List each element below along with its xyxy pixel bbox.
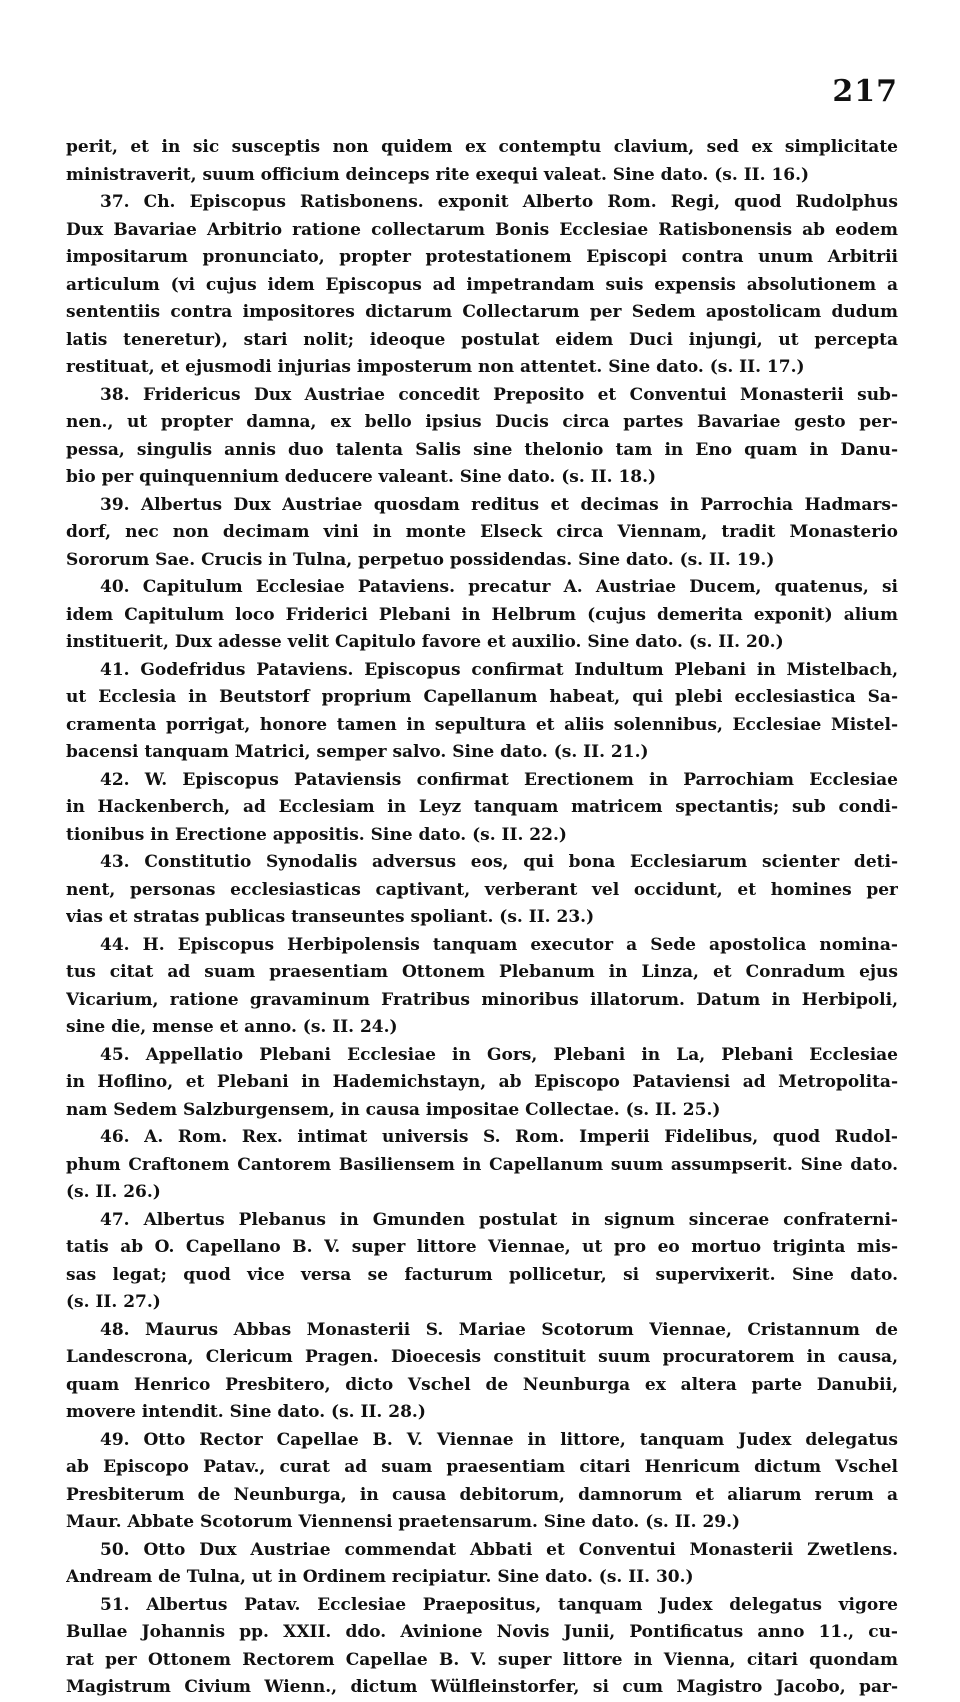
paragraph-49 [66, 1427, 898, 1537]
text-line: ab Episcopo Patav., curat ad suam praesentiam citari Henricum dictum Vschel [66, 1457, 898, 1477]
text-line: 38. Fridericus Dux Austriae concedit Preposito et Conventui Monasterii sub- [100, 384, 898, 405]
text-line: 45. Appellatio Plebani Ecclesiae in Gors, Plebani in La, Plebani Ecclesiae [100, 1044, 898, 1065]
text-line: perit, et in sic susceptis non quidem ex contemptu clavium, sed ex simplicitate [66, 137, 898, 157]
paragraph-44 [66, 932, 898, 1042]
paragraph-42 [66, 767, 898, 850]
text-line: tatis ab O. Capellano B. V. super littore Viennae, ut pro eo mortuo triginta mis- [66, 1237, 898, 1257]
text-line: 48. Maurus Abbas Monasterii S. Mariae Scotorum Viennae, Cristannum de [100, 1319, 898, 1340]
page-number: 217 [832, 74, 898, 109]
text-line: 41. Godefridus Pataviens. Episcopus confirmat Indultum Plebani in Mistelbach, [100, 659, 898, 680]
paragraph-37 [66, 189, 898, 382]
text-line: rat per Ottonem Rectorem Capellae B. V. super littore in Vienna, citari quondam [66, 1649, 898, 1670]
text-line: 51. Albertus Patav. Ecclesiae Praepositus, tanquam Judex delegatus vigore [100, 1594, 898, 1615]
text-line: in Hackenberch, ad Ecclesiam in Leyz tanquam matricem spectantis; sub condi- [66, 797, 898, 817]
text-line: sas legat; quod vice versa se facturum pollicetur, si supervixerit. Sine dato. [66, 1264, 898, 1285]
text-line: vias et stratas publicas transeuntes spoliant. (s. II. 23.) [66, 907, 595, 927]
text-line: Maur. Abbate Scotorum Viennensi praetensarum. Sine dato. (s. II. 29.) [66, 1512, 741, 1532]
paragraph-46 [66, 1124, 898, 1207]
text-line: movere intendit. Sine dato. (s. II. 28.) [66, 1402, 426, 1422]
text-line: nen., ut propter damna, ex bello ipsius Ducis circa partes Bavariae gesto per- [66, 412, 898, 432]
text-line: impositarum pronunciato, propter protestationem Episcopi contra unum Arbitrii [66, 247, 898, 267]
text-line: latis teneretur), stari nolit; ideoque postulat eidem Duci injungi, ut percepta [66, 329, 898, 350]
paragraph-51 [66, 1592, 898, 1702]
text-line: Magistrum Civium Wienn., dictum Wülfleinstorfer, si cum Magistro Jacobo, par- [66, 1677, 898, 1697]
text-line: Sororum Sae. Crucis in Tulna, perpetuo possidendas. Sine dato. (s. II. 19.) [66, 549, 775, 570]
text-line: 50. Otto Dux Austriae commendat Abbati et Conventui Monasterii Zwetlens. [100, 1539, 898, 1560]
text-line: Andream de Tulna, ut in Ordinem recipiatur. Sine dato. (s. II. 30.) [66, 1567, 694, 1587]
text-line: sine die, mense et anno. (s. II. 24.) [66, 1017, 398, 1037]
text-line: (s. II. 26.) [66, 1182, 161, 1202]
paragraph-41 [66, 657, 898, 767]
text-line: articulum (vi cujus idem Episcopus ad impetrandam suis expensis absolutionem a [66, 274, 898, 295]
text-line: in Hoflino, et Plebani in Hademichstayn, ab Episcopo Pataviensi ad Metropolita- [66, 1072, 898, 1092]
paragraph-39 [66, 492, 898, 575]
text-line: instituerit, Dux adesse velit Capitulo favore et auxilio. Sine dato. (s. II. 20.) [66, 632, 784, 652]
paragraph-47 [66, 1207, 898, 1317]
paragraph-cont [66, 134, 898, 189]
text-line: Presbiterum de Neunburga, in causa debitorum, damnorum et aliarum rerum a [66, 1484, 898, 1505]
text-line: 37. Ch. Episcopus Ratisbonens. exponit Alberto Rom. Regi, quod Rudolphus [100, 192, 898, 212]
text-line: ministraverit, suum officium deinceps rite exequi valeat. Sine dato. (s. II. 16.) [66, 164, 810, 185]
text-line: Vicarium, ratione gravaminum Fratribus minoribus illatorum. Datum in Herbipoli, [66, 989, 898, 1010]
text-line: bacensi tanquam Matrici, semper salvo. Sine dato. (s. II. 21.) [66, 742, 649, 762]
text-line: 40. Capitulum Ecclesiae Pataviens. precatur A. Austriae Ducem, quatenus, si [100, 577, 898, 597]
text-line: 49. Otto Rector Capellae B. V. Viennae in littore, tanquam Judex delegatus [100, 1429, 898, 1450]
paragraph-48 [66, 1317, 898, 1427]
text-line: 44. H. Episcopus Herbipolensis tanquam executor a Sede apostolica nomina- [100, 934, 898, 955]
text-line: restituat, et ejusmodi injurias imposterum non attentet. Sine dato. (s. II. 17.) [66, 357, 805, 377]
text-line: nent, personas ecclesiasticas captivant, verberant vel occidunt, et homines per [66, 879, 898, 900]
text-line: nam Sedem Salzburgensem, in causa impositae Collectae. (s. II. 25.) [66, 1099, 721, 1120]
text-line: phum Craftonem Cantorem Basiliensem in Capellanum suum assumpserit. Sine dato. [66, 1154, 898, 1175]
text-line: sententiis contra impositores dictarum Collectarum per Sedem apostolicam dudum [66, 302, 898, 322]
text-line: pessa, singulis annis duo talenta Salis sine thelonio tam in Eno quam in Danu- [66, 439, 898, 460]
text-line: 39. Albertus Dux Austriae quosdam reditus et decimas in Parrochia Hadmars- [100, 494, 898, 515]
paragraph-43 [66, 849, 898, 932]
paragraph-38 [66, 382, 898, 492]
paragraph-50 [66, 1537, 898, 1592]
text-line: (s. II. 27.) [66, 1292, 161, 1312]
text-line: cramenta porrigat, honore tamen in sepultura et aliis solennibus, Ecclesiae Mistel- [66, 714, 898, 735]
text-line: 43. Constitutio Synodalis adversus eos, qui bona Ecclesiarum scienter deti- [100, 852, 898, 872]
paragraph-40 [66, 574, 898, 657]
text-line: Bullae Johannis pp. XXII. ddo. Avinione Novis Junii, Pontificatus anno 11., cu- [66, 1622, 898, 1642]
text-line: bio per quinquennium deducere valeant. Sine dato. (s. II. 18.) [66, 467, 657, 487]
text-line: tus citat ad suam praesentiam Ottonem Plebanum in Linza, et Conradum ejus [66, 962, 898, 982]
paragraph-45 [66, 1042, 898, 1125]
text-line: Dux Bavariae Arbitrio ratione collectarum Bonis Ecclesiae Ratisbonensis ab eodem [66, 219, 898, 240]
text-line: tionibus in Erectione appositis. Sine dato. (s. II. 22.) [66, 824, 567, 845]
text-line: dorf, nec non decimam vini in monte Elseck circa Viennam, tradit Monasterio [66, 522, 898, 542]
text-line: 42. W. Episcopus Pataviensis confirmat Erectionem in Parrochiam Ecclesiae [100, 769, 898, 790]
text-line: Landescrona, Clericum Pragen. Dioecesis constituit suum procuratorem in causa, [66, 1347, 898, 1367]
text-line: ut Ecclesia in Beutstorf proprium Capellanum habeat, qui plebi ecclesiastica Sa- [66, 687, 898, 707]
text-line: quam Henrico Presbitero, dicto Vschel de Neunburga ex altera parte Danubii, [66, 1374, 898, 1395]
text-line: 46. A. Rom. Rex. intimat universis S. Rom. Imperii Fidelibus, quod Rudol- [100, 1127, 898, 1147]
body-text [66, 134, 898, 1702]
text-line: 47. Albertus Plebanus in Gmunden postulat in signum sincerae confraterni- [100, 1209, 898, 1230]
text-line: idem Capitulum loco Friderici Plebani in Helbrum (cujus demerita exponit) alium [66, 604, 898, 625]
